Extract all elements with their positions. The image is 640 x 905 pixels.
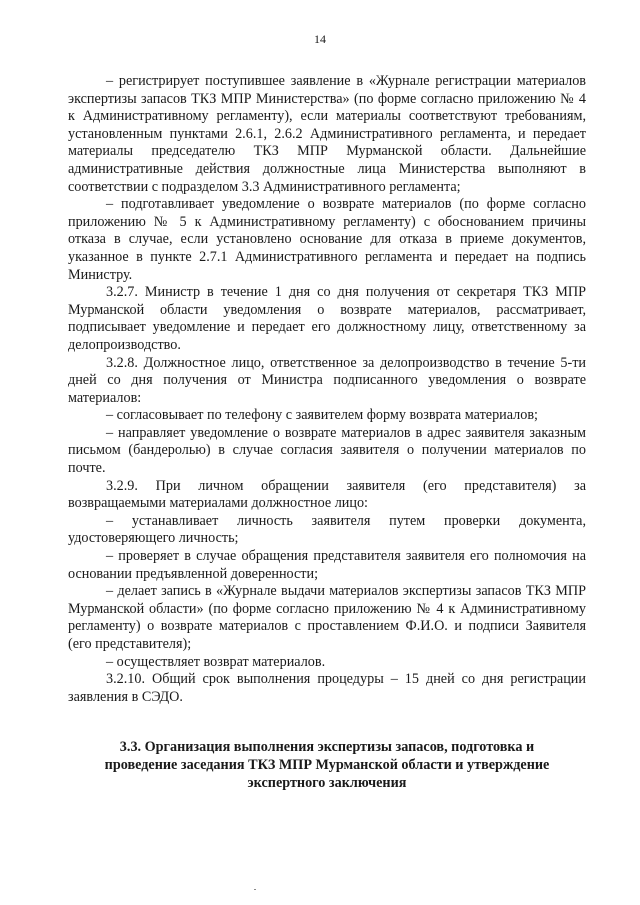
section-heading-3-3 — [68, 738, 586, 792]
paragraph-register-application: – регистрирует поступившее заявление в «Журнале регистрации материалов экспертизы запасов ТКЗ МПР Министерства» (по форме согласно приложению № 4 к Административному регламенту), если материалы соответствуют требованиям, установленным пунктами 2.6.1, 2.6.2 Административного регламента, и передает материалы председателю ТКЗ МПР Мурманской области. Дальнейшие административные действия должностные лица Министерства выполняют в соответствии с подразделом 3.3 Административного регламента; — [68, 73, 586, 195]
paragraph-journal-record: – делает запись в «Журнале выдачи материалов экспертизы запасов ТКЗ МПР Мурманской области» (по форме согласно приложению № 4 к Административному регламенту) о возврате материалов с проставлением Ф.И.О. и подписи Заявителя (его представителя); — [68, 583, 586, 652]
section-heading-line-1: 3.3. Организация выполнения экспертизы запасов, подготовка и — [119, 739, 535, 755]
document-body — [68, 73, 586, 706]
paragraph-phone-agreement: – согласовывает по телефону с заявителем форму возврата материалов; — [106, 407, 538, 424]
paragraph-3-2-10: 3.2.10. Общий срок выполнения процедуры – 15 дней со дня регистрации заявления в СЭДО. — [68, 671, 586, 705]
section-heading-line-3: экспертного заключения — [247, 775, 407, 791]
scan-speck — [254, 889, 256, 890]
section-heading-line-2: проведение заседания ТКЗ МПР Мурманской области и утверждение — [104, 757, 550, 773]
paragraph-3-2-7: 3.2.7. Министр в течение 1 дня со дня получения от секретаря ТКЗ МПР Мурманской области уведомления о возврате материалов, рассматривает, подписывает уведомление и передает его должностному лицу, ответственному за делопроизводство. — [68, 284, 586, 353]
page-number: 14 — [314, 32, 326, 46]
paragraph-check-authority: – проверяет в случае обращения представителя заявителя его полномочия на основании предъявленной доверенности; — [68, 548, 586, 582]
paragraph-3-2-9: 3.2.9. При личном обращении заявителя (его представителя) за возвращаемыми материалами должностное лицо: — [68, 477, 586, 512]
paragraph-verify-identity: – устанавливает личность заявителя путем проверки документа, удостоверяющего личность; — [68, 512, 586, 547]
paragraph-return-notice-prepare: – подготавливает уведомление о возврате материалов (по форме согласно приложению № 5 к Административному регламенту) с обоснованием причины отказа в случае, если установлено основание для отказа в приеме документов, указанное в пункте 2.7.1 Административного регламента и передает на подпись Министру. — [68, 196, 586, 283]
paragraph-send-notice: – направляет уведомление о возврате материалов в адрес заявителя заказным письмом (бандеролью) в случае согласия заявителя о получении материалов по почте. — [68, 424, 586, 477]
paragraph-return-materials: – осуществляет возврат материалов. — [106, 653, 326, 670]
paragraph-3-2-8: 3.2.8. Должностное лицо, ответственное за делопроизводство в течение 5-ти дней со дня получения от Министра подписанного уведомления о возврате материалов: — [68, 354, 586, 406]
